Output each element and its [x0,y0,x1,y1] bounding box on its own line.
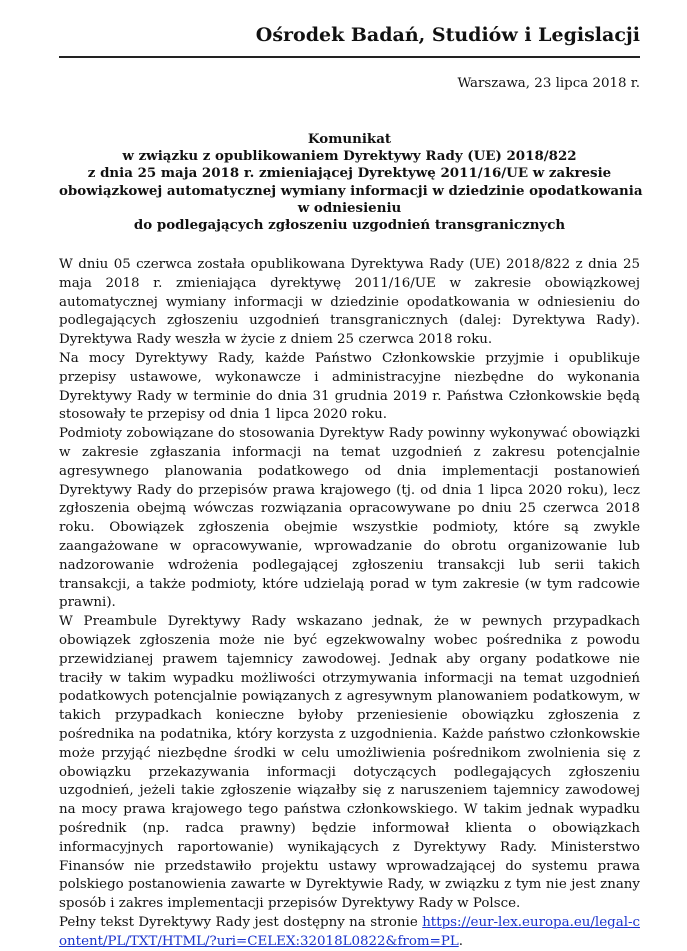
title-line: obowiązkowej automatycznej wymiany informacji w dziedzinie opodatkowania [59,182,643,199]
title-line: Komunikat [307,131,392,147]
footer-text: Pełny tekst Dyrektywy Rady jest dostępny na stronie [59,914,423,930]
title-line: do podlegających zgłoszeniu uzgodnień transgranicznych [133,217,566,234]
page-header [59,22,640,58]
title-line: w odniesieniu [297,199,402,216]
body-text [59,256,640,951]
organization-name: Ośrodek Badań, Studiów i Legislacji [255,24,640,46]
title-line: w związku z opublikowaniem Dyrektywy Rady (UE) 2018/822 [122,148,577,165]
footer-period: . [458,933,463,949]
announcement-title [59,131,643,234]
paragraph: W dniu 05 czerwca została opublikowana Dyrektywa Rady (UE) 2018/822 z dnia 25 maja 2018 r. zmieniająca dyrektywę 2011/16/UE w zakresie obowiązkowej automatycznej wymiany informacji w dziedzinie opodatkowania w odniesieniu do podlegających zgłoszeniu uzgodnień transgranicznych (dalej: Dyrektywa Rady). Dyrektywa Rady weszła w życie z dniem 25 czerwca 2018 roku. [59,257,640,348]
paragraph: Na mocy Dyrektywy Rady, każde Państwo Członkowskie przyjmie i opublikuje przepisy ustawowe, wykonawcze i administracyjne niezbędne do wykonania Dyrektywy Rady w terminie do dnia 31 grudnia 2019 r. Państwa Członkowskie będą stosowały te przepisy od dnia 1 lipca 2020 roku. [59,350,640,423]
paragraph: Podmioty zobowiązane do stosowania Dyrektyw Rady powinny wykonywać obowiązki w zakresie zgłaszania informacji na temat uzgodnień z zakresu potencjalnie agresywnego planowania podatkowego od dnia implementacji postanowień Dyrektywy Rady do przepisów prawa krajowego (tj. od dnia 1 lipca 2020 roku), lecz zgłoszenia obejmą wówczas rozwiązania opracowywane po dniu 25 czerwca 2018 roku. Obowiązek zgłoszenia obejmie wszystkie podmioty, które są zwykle zaangażowane w opracowywanie, wprowadzanie do obrotu organizowanie lub nadzorowanie wdrożenia podlegającej zgłoszeniu transakcji lub serii takich transakcji, a także podmioty, które udzielają porad w tym zakresie (w tym radcowie prawni). [59,426,640,611]
eur-lex-link[interactable]: https://eur-lex.europa.eu/legal-content/PL/TXT/HTML/?uri=CELEX:32018L0822&from=PL [59,914,640,949]
title-line: z dnia 25 maja 2018 r. zmieniającej Dyrektywę 2011/16/UE w zakresie [87,165,612,182]
footer-paragraph [59,914,640,951]
paragraph: W Preambule Dyrektywy Rady wskazano jednak, że w pewnych przypadkach obowiązek zgłoszenia może nie być egzekwowalny wobec pośrednika z powodu przewidzianej prawem tajemnicy zawodowej. Jednak aby organy podatkowe nie traciły w takim wypadku możliwości otrzymywania informacji na temat uzgodnień podatkowych potencjalnie powiązanych z agresywnym planowaniem podatkowym, w takich przypadkach konieczne byłoby przeniesienie obowiązku zgłoszenia z pośrednika na podatnika, który korzysta z uzgodnienia. Każde państwo członkowskie może przyjąć niezbędne środki w celu umożliwienia pośrednikom zwolnienia się z obowiązku przekazywania informacji dotyczących podlegających zgłoszeniu uzgodnień, jeżeli takie zgłoszenie wiązałby się z naruszeniem tajemnicy zawodowej na mocy prawa krajowego tego państwa członkowskiego. W takim jednak wypadku pośrednik (np. radca prawny) będzie informował klienta o obowiązkach informacyjnych raportowanie) wynikających z Dyrektywy Rady. Ministerstwo Finansów nie przedstawiło projektu ustawy wprowadzającej do systemu prawa polskiego postanowienia zawarte w Dyrektywie Rady, w związku z tym nie jest znany sposób i zakres implementacji przepisów Dyrektywy Rady w Polsce. [59,614,640,912]
date-line: Warszawa, 23 lipca 2018 r. [457,76,640,91]
